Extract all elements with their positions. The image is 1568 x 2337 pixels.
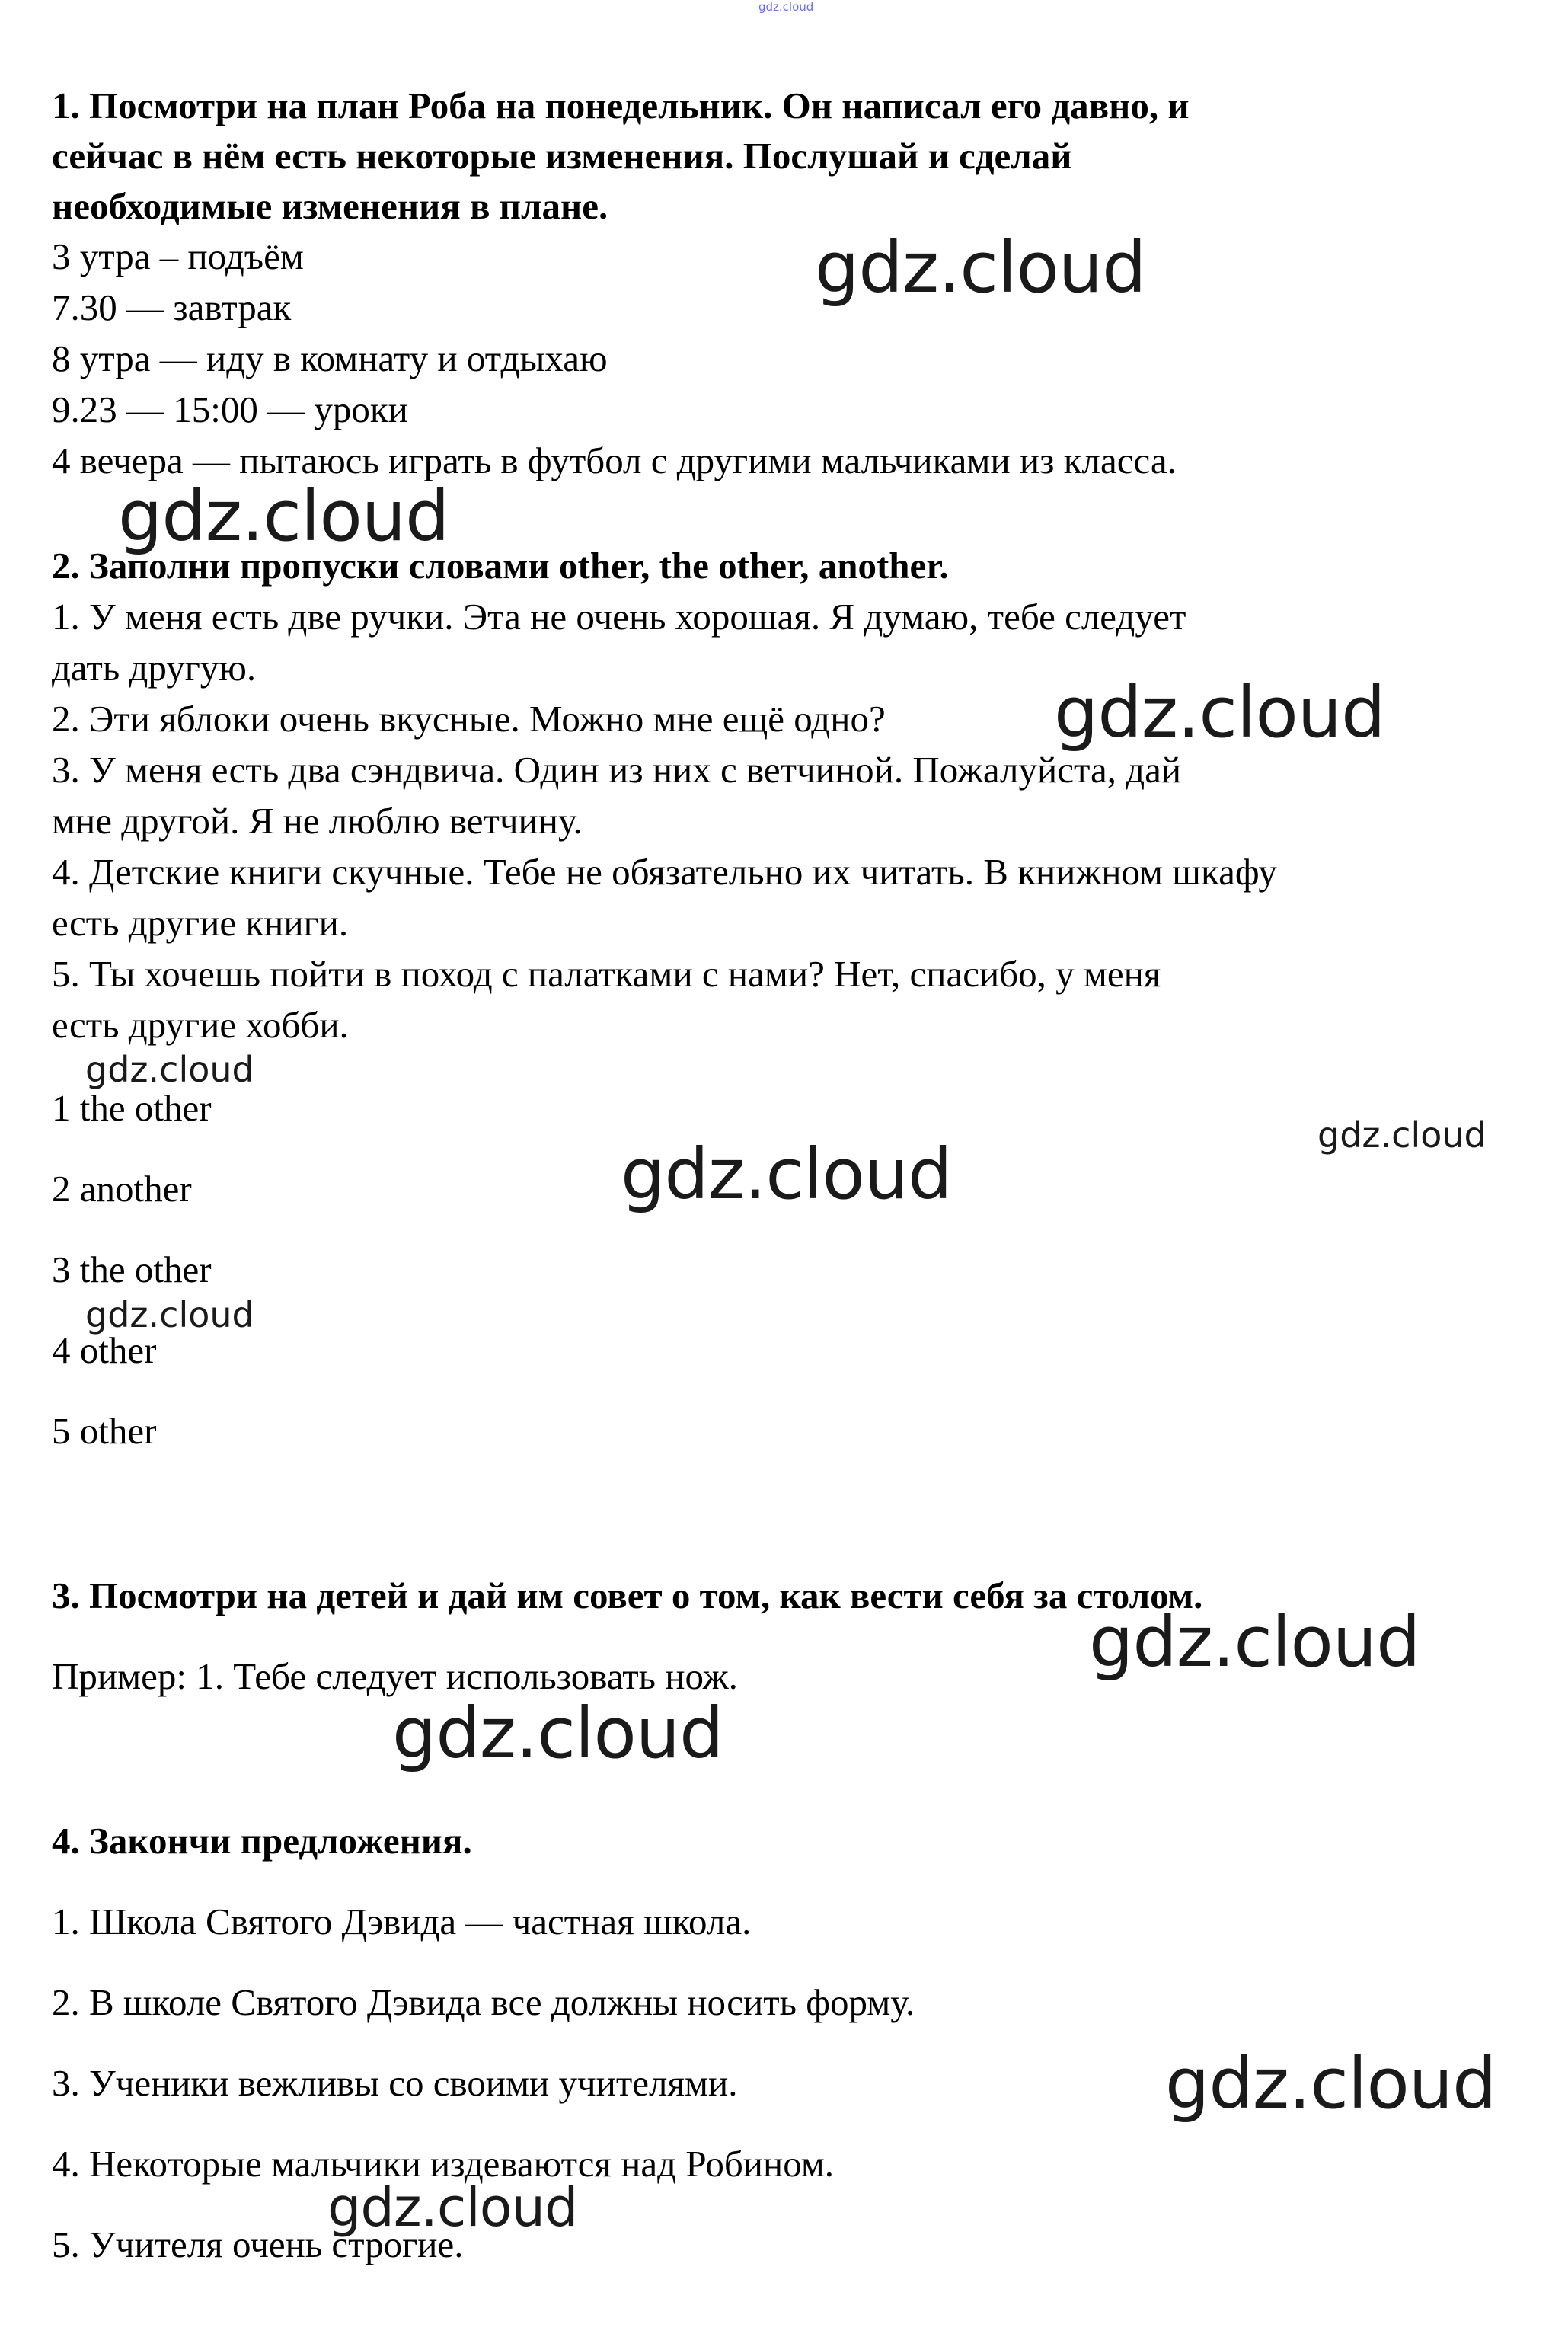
task4-line-3: 3. Ученики вежливы со своими учителями. bbox=[52, 2062, 738, 2104]
task2-line-1: 1. У меня есть две ручки. Эта не очень хорошая. Я думаю, тебе следует bbox=[52, 596, 1186, 638]
watermark-6: gdz.cloud bbox=[621, 1133, 952, 1215]
watermark-11: gdz.cloud bbox=[327, 2176, 578, 2239]
task4-heading: 4. Закончи предложения. bbox=[52, 1820, 472, 1862]
task2-line-6: 4. Детские книги скучные. Тебе не обязательно их читать. В книжном шкафу bbox=[52, 851, 1277, 893]
watermark-7: gdz.cloud bbox=[85, 1294, 254, 1335]
task2-line-5: мне другой. Я не люблю ветчину. bbox=[52, 800, 583, 842]
task2-answer-5: 5 other bbox=[52, 1410, 157, 1452]
task2-answer-1: 1 the other bbox=[52, 1087, 212, 1129]
task3-example: Пример: 1. Тебе следует использовать нож. bbox=[52, 1655, 738, 1697]
task4-line-5: 5. Учителя очень строгие. bbox=[52, 2224, 464, 2265]
task3-heading: 3. Посмотри на детей и дай им совет о том, как вести себя за столом. bbox=[52, 1575, 1203, 1616]
task1-plan-line-2: 7.30 — завтрак bbox=[52, 286, 292, 328]
watermark-10: gdz.cloud bbox=[1165, 2043, 1496, 2124]
watermark-4: gdz.cloud bbox=[85, 1049, 254, 1090]
task1-heading-line-2: сейчас в нём есть некоторые изменения. Послушай и сделай bbox=[52, 135, 1072, 177]
task2-heading: 2. Заполни пропуски словами other, the other, another. bbox=[52, 545, 949, 587]
watermark-5: gdz.cloud bbox=[1317, 1114, 1487, 1156]
task2-answer-4: 4 other bbox=[52, 1329, 157, 1371]
task2-line-7: есть другие книги. bbox=[52, 902, 349, 944]
task2-answer-2: 2 another bbox=[52, 1168, 192, 1210]
task2-line-4: 3. У меня есть два сэндвича. Один из них с ветчиной. Пожалуйста, дай bbox=[52, 749, 1182, 791]
task1-heading-line-3: необходимые изменения в плане. bbox=[52, 185, 608, 227]
watermark-top: gdz.cloud bbox=[758, 0, 814, 14]
task2-line-2: дать другую. bbox=[52, 647, 257, 689]
task2-line-9: есть другие хобби. bbox=[52, 1004, 349, 1046]
watermark-3: gdz.cloud bbox=[1054, 672, 1385, 753]
watermark-9: gdz.cloud bbox=[392, 1693, 723, 1774]
watermark-1: gdz.cloud bbox=[815, 227, 1146, 309]
task4-line-1: 1. Школа Святого Дэвида — частная школа. bbox=[52, 1901, 752, 1942]
task1-plan-line-4: 9.23 — 15:00 — уроки bbox=[52, 388, 408, 430]
task4-line-2: 2. В школе Святого Дэвида все должны носить форму. bbox=[52, 1981, 915, 2023]
task2-line-3: 2. Эти яблоки очень вкусные. Можно мне ещё одно? bbox=[52, 698, 886, 740]
task1-plan-line-5: 4 вечера — пытаюсь играть в футбол с другими мальчиками из класса. bbox=[52, 440, 1177, 481]
task1-plan-line-3: 8 утра — иду в комнату и отдыхаю bbox=[52, 337, 608, 379]
task1-heading-line-1: 1. Посмотри на план Роба на понедельник. Он написал его давно, и bbox=[52, 85, 1190, 126]
task2-answer-3: 3 the other bbox=[52, 1248, 212, 1290]
watermark-2: gdz.cloud bbox=[118, 475, 449, 557]
watermark-8: gdz.cloud bbox=[1089, 1601, 1420, 1683]
task4-line-4: 4. Некоторые мальчики издеваются над Робином. bbox=[52, 2143, 835, 2185]
task2-line-8: 5. Ты хочешь пойти в поход с палатками с нами? Нет, спасибо, у меня bbox=[52, 953, 1161, 995]
task1-plan-line-1: 3 утра – подъём bbox=[52, 235, 304, 277]
